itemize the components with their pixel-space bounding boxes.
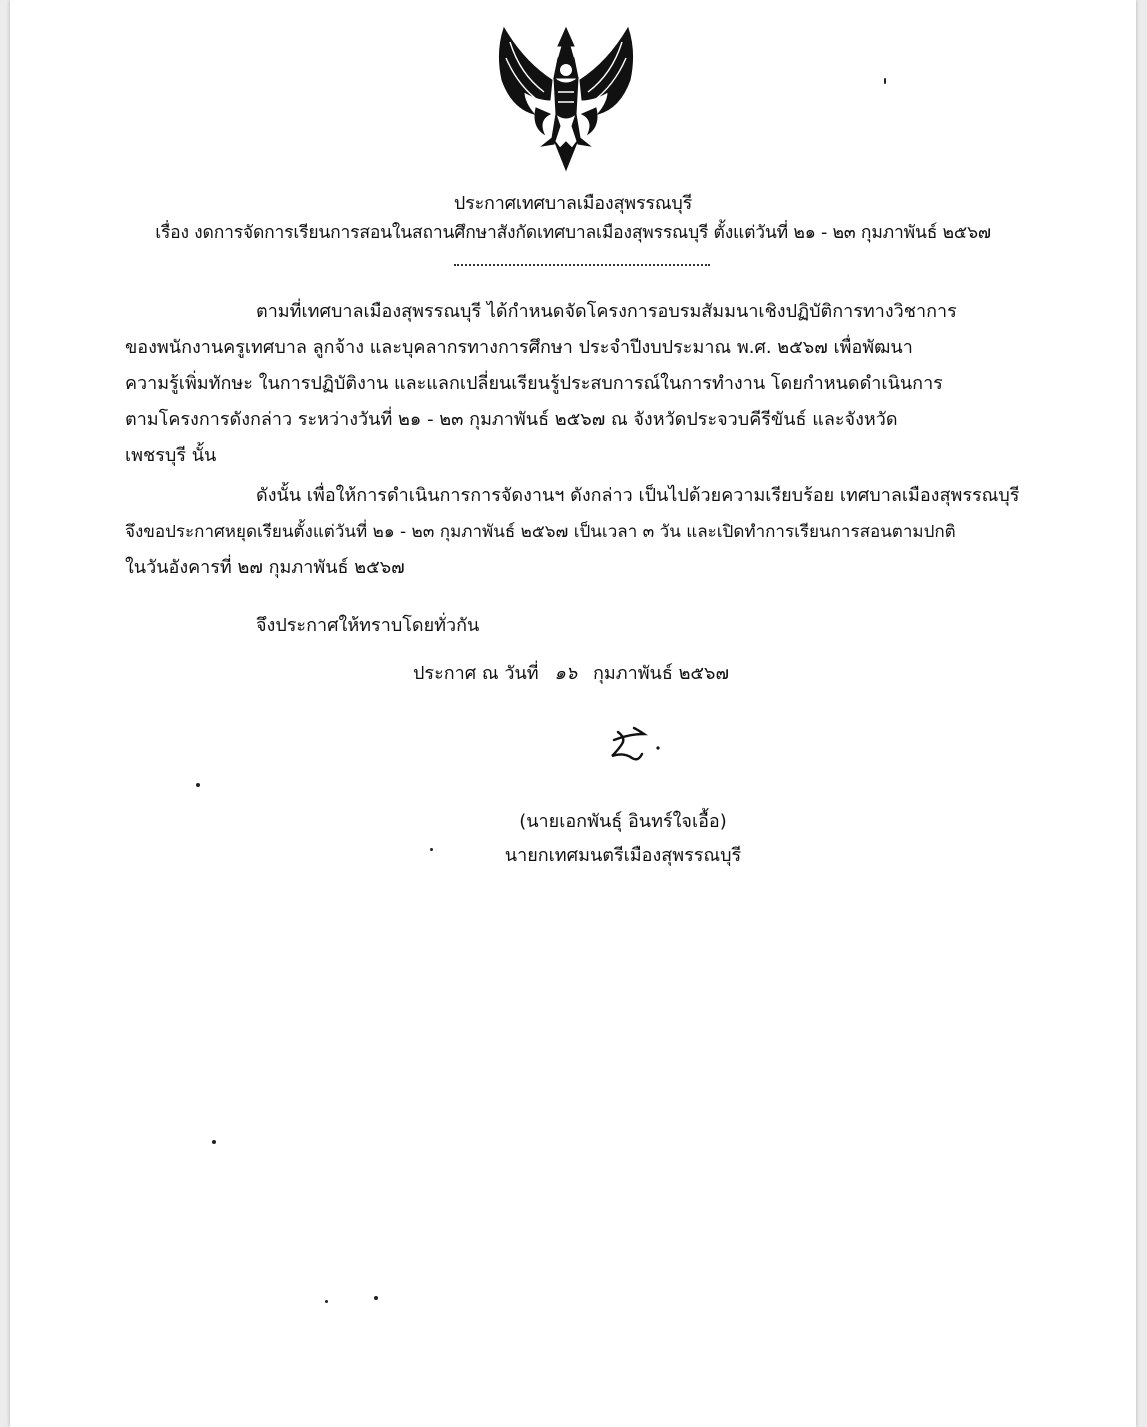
announcement-date [413, 658, 729, 687]
signer-title: นายกเทศมนตรีเมืองสุพรรณบุรี [504, 845, 742, 866]
paragraph-2-line: จึงขอประกาศหยุดเรียนตั้งแต่วันที่ ๒๑ - ๒๓ กุมภาพันธ์ ๒๕๖๗ เป็นเวลา ๓ วัน และเปิดทำการเรียนการสอนตามปกติ [125, 522, 956, 542]
paragraph-1-line: เพชรบุรี นั้น [125, 445, 217, 466]
paragraph-1 [125, 294, 1045, 474]
scan-speck [374, 1296, 378, 1300]
garuda-emblem-icon [494, 22, 638, 172]
scan-speck [430, 848, 433, 851]
dotted-divider [454, 264, 710, 266]
announcement-title: ประกาศเทศบาลเมืองสุพรรณบุรี [453, 193, 693, 214]
announcement-month-year: กุมภาพันธ์ ๒๕๖๗ [592, 663, 730, 684]
scan-speck [212, 1140, 216, 1144]
paragraph-1-line: ของพนักงานครูเทศบาล ลูกจ้าง และบุคลากรทางการศึกษา ประจำปีงบประมาณ พ.ศ. ๒๕๖๗ เพื่อพัฒนา [125, 337, 913, 358]
scan-speck [196, 783, 200, 787]
paragraph-2-line: ดังนั้น เพื่อให้การดำเนินการการจัดงานฯ ดังกล่าว เป็นไปด้วยความเรียบร้อย เทศบาลเมืองสุพรรณบุรี [256, 485, 1020, 506]
paragraph-1-line: ความรู้เพิ่มทักษะ ในการปฏิบัติงาน และแลกเปลี่ยนเรียนรู้ประสบการณ์ในการทำงาน โดยกำหนดดำเนินการ [125, 373, 943, 394]
paragraph-2-line: ในวันอังคารที่ ๒๗ กุมภาพันธ์ ๒๕๖๗ [125, 557, 405, 578]
document-page [10, 0, 1136, 1427]
paragraph-1-line: ตามโครงการดังกล่าว ระหว่างวันที่ ๒๑ - ๒๓ กุมภาพันธ์ ๒๕๖๗ ณ จังหวัดประจวบคีรีขันธ์ และจังหวัด [125, 409, 898, 430]
signature-mark [604, 722, 664, 766]
signer-name: (นายเอกพันธุ์ อินทร์ใจเอื้อ) [519, 811, 727, 832]
scan-speck [884, 78, 886, 84]
closing-statement: จึงประกาศให้ทราบโดยทั่วกัน [256, 615, 480, 636]
announcement-day: ๑๖ [554, 663, 578, 684]
paragraph-1-line: ตามที่เทศบาลเมืองสุพรรณบุรี ได้กำหนดจัดโครงการอบรมสัมมนาเชิงปฏิบัติการทางวิชาการ [256, 301, 957, 322]
paragraph-2 [125, 478, 1045, 586]
announcement-subject: เรื่อง งดการจัดการเรียนการสอนในสถานศึกษาสังกัดเทศบาลเมืองสุพรรณบุรี ตั้งแต่วันที่ ๒๑ - ๒๓ กุมภาพันธ์ ๒๕๖๗ [155, 223, 991, 243]
scan-speck [325, 1300, 328, 1303]
announcement-date-prefix: ประกาศ ณ วันที่ [413, 663, 539, 684]
